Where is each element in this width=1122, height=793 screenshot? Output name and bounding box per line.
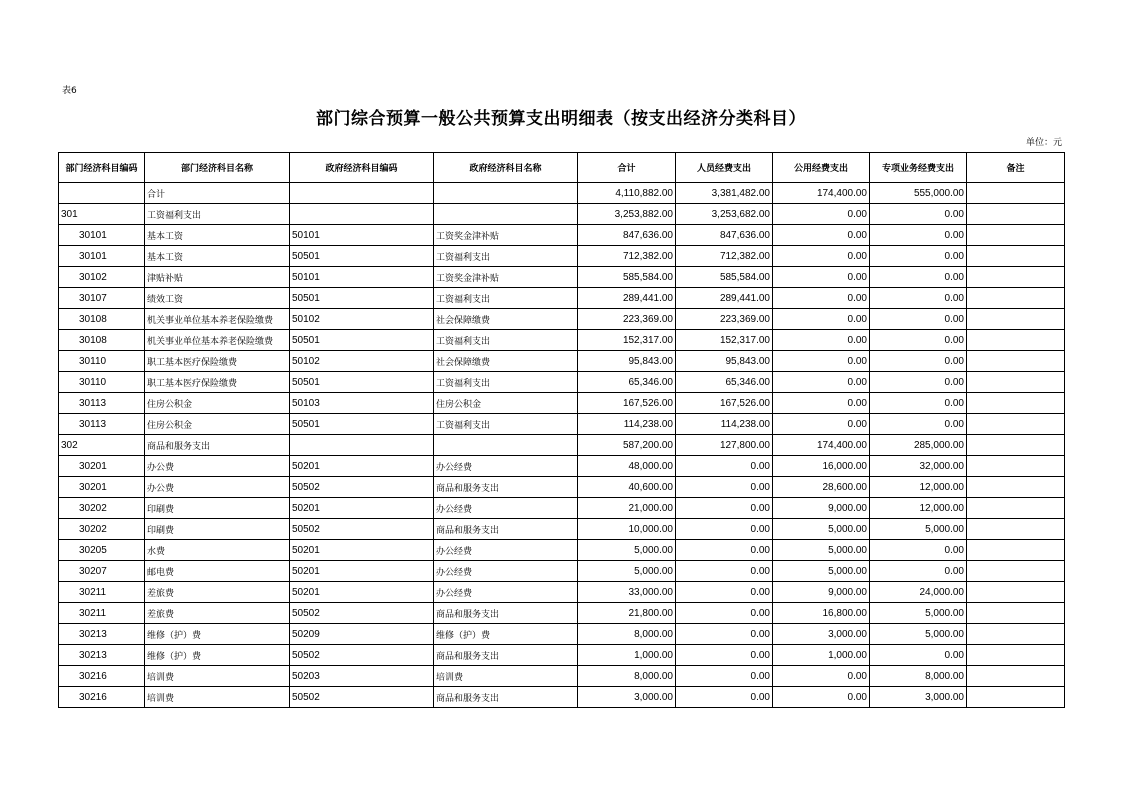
table-row [59,666,1065,687]
cell-note [967,393,1065,414]
cell-total: 167,526.00 [578,393,676,414]
cell-dept-code: 30216 [59,666,145,687]
cell-note [967,267,1065,288]
cell-public: 5,000.00 [773,540,870,561]
cell-special: 0.00 [870,561,967,582]
table-header-row [59,153,1065,183]
cell-personnel: 712,382.00 [676,246,773,267]
cell-gov-code: 50101 [290,267,434,288]
cell-dept-name: 绩效工资 [145,288,290,309]
cell-total: 289,441.00 [578,288,676,309]
cell-personnel: 0.00 [676,582,773,603]
header-total: 合计 [578,153,676,183]
cell-personnel: 0.00 [676,603,773,624]
cell-gov-name: 培训费 [434,666,578,687]
cell-special: 0.00 [870,393,967,414]
cell-public: 5,000.00 [773,519,870,540]
cell-dept-name: 职工基本医疗保险缴费 [145,372,290,393]
cell-gov-code [290,435,434,456]
table-row [59,582,1065,603]
cell-note [967,540,1065,561]
cell-dept-code: 30108 [59,330,145,351]
cell-dept-name: 维修（护）费 [145,624,290,645]
cell-special: 0.00 [870,414,967,435]
cell-dept-code: 301 [59,204,145,225]
cell-public: 174,400.00 [773,435,870,456]
cell-gov-name: 商品和服务支出 [434,603,578,624]
cell-personnel: 127,800.00 [676,435,773,456]
cell-dept-name: 培训费 [145,666,290,687]
table-row [59,204,1065,225]
cell-total: 585,584.00 [578,267,676,288]
cell-gov-name: 商品和服务支出 [434,687,578,708]
header-personnel: 人员经费支出 [676,153,773,183]
header-dept-code: 部门经济科目编码 [59,153,145,183]
table-row [59,456,1065,477]
cell-gov-name: 工资奖金津补贴 [434,225,578,246]
cell-personnel: 0.00 [676,645,773,666]
cell-personnel: 152,317.00 [676,330,773,351]
cell-personnel: 3,381,482.00 [676,183,773,204]
expenditure-detail-table [58,152,1065,708]
cell-public: 0.00 [773,372,870,393]
header-public: 公用经费支出 [773,153,870,183]
cell-total: 223,369.00 [578,309,676,330]
table-row [59,414,1065,435]
table-row [59,288,1065,309]
cell-personnel: 114,238.00 [676,414,773,435]
cell-gov-code: 50501 [290,246,434,267]
table-row [59,687,1065,708]
cell-gov-code: 50502 [290,687,434,708]
cell-dept-name: 工资福利支出 [145,204,290,225]
table-row [59,624,1065,645]
cell-public: 16,000.00 [773,456,870,477]
cell-gov-code: 50101 [290,225,434,246]
cell-personnel: 0.00 [676,540,773,561]
cell-dept-name: 基本工资 [145,225,290,246]
cell-note [967,414,1065,435]
cell-total: 3,000.00 [578,687,676,708]
cell-public: 9,000.00 [773,498,870,519]
table-row [59,372,1065,393]
cell-gov-code: 50502 [290,603,434,624]
cell-personnel: 0.00 [676,624,773,645]
cell-special: 0.00 [870,330,967,351]
table-row [59,267,1065,288]
cell-dept-name: 印刷费 [145,498,290,519]
cell-total: 587,200.00 [578,435,676,456]
cell-special: 5,000.00 [870,519,967,540]
cell-dept-name: 机关事业单位基本养老保险缴费 [145,330,290,351]
cell-special: 24,000.00 [870,582,967,603]
cell-public: 0.00 [773,666,870,687]
cell-public: 0.00 [773,204,870,225]
table-row [59,246,1065,267]
cell-total: 1,000.00 [578,645,676,666]
cell-total: 33,000.00 [578,582,676,603]
cell-total: 712,382.00 [578,246,676,267]
cell-personnel: 0.00 [676,666,773,687]
cell-dept-name: 机关事业单位基本养老保险缴费 [145,309,290,330]
cell-note [967,372,1065,393]
cell-gov-code: 50103 [290,393,434,414]
cell-gov-code: 50501 [290,372,434,393]
cell-personnel: 65,346.00 [676,372,773,393]
cell-gov-code: 50209 [290,624,434,645]
cell-gov-name: 工资福利支出 [434,414,578,435]
cell-note [967,309,1065,330]
cell-personnel: 167,526.00 [676,393,773,414]
cell-public: 0.00 [773,225,870,246]
cell-total: 8,000.00 [578,624,676,645]
cell-special: 12,000.00 [870,477,967,498]
table-row [59,435,1065,456]
cell-note [967,519,1065,540]
cell-gov-name: 社会保障缴费 [434,309,578,330]
cell-personnel: 289,441.00 [676,288,773,309]
cell-public: 0.00 [773,267,870,288]
cell-gov-name: 商品和服务支出 [434,477,578,498]
cell-total: 114,238.00 [578,414,676,435]
cell-gov-name: 工资奖金津补贴 [434,267,578,288]
cell-dept-name: 印刷费 [145,519,290,540]
cell-total: 48,000.00 [578,456,676,477]
table-row [59,393,1065,414]
cell-public: 0.00 [773,330,870,351]
cell-special: 0.00 [870,225,967,246]
cell-total: 21,000.00 [578,498,676,519]
cell-special: 0.00 [870,309,967,330]
cell-dept-name: 邮电费 [145,561,290,582]
cell-total: 152,317.00 [578,330,676,351]
cell-gov-name: 办公经费 [434,561,578,582]
cell-gov-code: 50201 [290,540,434,561]
table-row [59,309,1065,330]
cell-public: 0.00 [773,351,870,372]
header-dept-name: 部门经济科目名称 [145,153,290,183]
cell-note [967,225,1065,246]
cell-note [967,645,1065,666]
cell-total: 21,800.00 [578,603,676,624]
cell-gov-code: 50102 [290,351,434,372]
cell-gov-code: 50501 [290,288,434,309]
cell-dept-code: 30211 [59,603,145,624]
table-row [59,351,1065,372]
cell-gov-code: 50501 [290,330,434,351]
cell-dept-code: 30213 [59,645,145,666]
cell-dept-code: 30113 [59,393,145,414]
cell-gov-name [434,183,578,204]
cell-dept-name: 差旅费 [145,582,290,603]
cell-personnel: 0.00 [676,561,773,582]
cell-dept-code: 30213 [59,624,145,645]
table-row [59,498,1065,519]
table-number-label: 表6 [62,86,77,96]
cell-dept-name: 维修（护）费 [145,645,290,666]
cell-dept-code: 30101 [59,225,145,246]
cell-personnel: 223,369.00 [676,309,773,330]
cell-personnel: 95,843.00 [676,351,773,372]
cell-note [967,330,1065,351]
cell-gov-code: 50201 [290,456,434,477]
cell-gov-code [290,204,434,225]
header-special: 专项业务经费支出 [870,153,967,183]
cell-personnel: 3,253,682.00 [676,204,773,225]
cell-gov-code: 50201 [290,582,434,603]
cell-dept-code: 30110 [59,351,145,372]
table-row [59,540,1065,561]
cell-public: 9,000.00 [773,582,870,603]
cell-dept-name: 职工基本医疗保险缴费 [145,351,290,372]
cell-personnel: 585,584.00 [676,267,773,288]
cell-total: 8,000.00 [578,666,676,687]
cell-note [967,288,1065,309]
cell-dept-name: 合计 [145,183,290,204]
cell-public: 5,000.00 [773,561,870,582]
cell-dept-name: 住房公积金 [145,414,290,435]
cell-total: 10,000.00 [578,519,676,540]
cell-note [967,183,1065,204]
cell-gov-code: 50201 [290,498,434,519]
cell-gov-name: 工资福利支出 [434,372,578,393]
header-note: 备注 [967,153,1065,183]
cell-gov-name: 维修（护）费 [434,624,578,645]
cell-gov-name: 商品和服务支出 [434,645,578,666]
cell-public: 1,000.00 [773,645,870,666]
cell-public: 0.00 [773,309,870,330]
cell-special: 0.00 [870,372,967,393]
cell-gov-name: 住房公积金 [434,393,578,414]
cell-note [967,351,1065,372]
cell-dept-code: 30101 [59,246,145,267]
cell-gov-code: 50501 [290,414,434,435]
cell-personnel: 0.00 [676,498,773,519]
cell-dept-name: 差旅费 [145,603,290,624]
cell-personnel: 0.00 [676,519,773,540]
cell-note [967,477,1065,498]
cell-note [967,603,1065,624]
cell-dept-name: 培训费 [145,687,290,708]
cell-total: 40,600.00 [578,477,676,498]
table-row [59,225,1065,246]
cell-special: 0.00 [870,645,967,666]
table-row [59,519,1065,540]
cell-personnel: 0.00 [676,477,773,498]
cell-special: 285,000.00 [870,435,967,456]
cell-public: 174,400.00 [773,183,870,204]
cell-note [967,561,1065,582]
cell-special: 5,000.00 [870,624,967,645]
cell-special: 0.00 [870,267,967,288]
cell-dept-code: 30202 [59,498,145,519]
cell-total: 65,346.00 [578,372,676,393]
cell-gov-name [434,435,578,456]
table-body [59,183,1065,708]
cell-dept-code: 30108 [59,309,145,330]
cell-total: 5,000.00 [578,540,676,561]
cell-note [967,687,1065,708]
cell-special: 0.00 [870,204,967,225]
cell-dept-name: 基本工资 [145,246,290,267]
cell-dept-name: 津贴补贴 [145,267,290,288]
cell-gov-code: 50203 [290,666,434,687]
cell-gov-name: 办公经费 [434,540,578,561]
cell-special: 12,000.00 [870,498,967,519]
cell-personnel: 0.00 [676,456,773,477]
cell-special: 0.00 [870,246,967,267]
cell-gov-name: 工资福利支出 [434,330,578,351]
cell-gov-code [290,183,434,204]
cell-note [967,435,1065,456]
header-gov-name: 政府经济科目名称 [434,153,578,183]
cell-dept-name: 商品和服务支出 [145,435,290,456]
cell-gov-name: 办公经费 [434,456,578,477]
cell-gov-code: 50502 [290,645,434,666]
cell-public: 16,800.00 [773,603,870,624]
cell-dept-code: 30102 [59,267,145,288]
cell-dept-code: 302 [59,435,145,456]
cell-dept-code: 30107 [59,288,145,309]
cell-public: 3,000.00 [773,624,870,645]
cell-gov-code: 50201 [290,561,434,582]
cell-gov-code: 50502 [290,519,434,540]
cell-dept-code: 30110 [59,372,145,393]
cell-dept-code: 30207 [59,561,145,582]
cell-dept-name: 办公费 [145,456,290,477]
cell-public: 0.00 [773,288,870,309]
cell-dept-code: 30202 [59,519,145,540]
cell-personnel: 0.00 [676,687,773,708]
cell-note [967,666,1065,687]
header-gov-code: 政府经济科目编码 [290,153,434,183]
cell-total: 4,110,882.00 [578,183,676,204]
cell-special: 0.00 [870,540,967,561]
cell-gov-name: 工资福利支出 [434,246,578,267]
cell-gov-name: 商品和服务支出 [434,519,578,540]
cell-note [967,498,1065,519]
cell-special: 32,000.00 [870,456,967,477]
cell-dept-code: 30211 [59,582,145,603]
cell-public: 0.00 [773,414,870,435]
cell-note [967,456,1065,477]
cell-dept-name: 住房公积金 [145,393,290,414]
cell-gov-code: 50102 [290,309,434,330]
cell-gov-name: 办公经费 [434,582,578,603]
cell-total: 847,636.00 [578,225,676,246]
cell-special: 0.00 [870,351,967,372]
table-row [59,645,1065,666]
table-row [59,477,1065,498]
cell-special: 0.00 [870,288,967,309]
table-row [59,183,1065,204]
cell-total: 3,253,882.00 [578,204,676,225]
table-row [59,603,1065,624]
cell-gov-code: 50502 [290,477,434,498]
cell-special: 3,000.00 [870,687,967,708]
cell-special: 555,000.00 [870,183,967,204]
cell-dept-name: 办公费 [145,477,290,498]
unit-label: 单位：元 [1025,138,1062,148]
cell-gov-name [434,204,578,225]
cell-total: 5,000.00 [578,561,676,582]
page-title: 部门综合预算一般公共预算支出明细表（按支出经济分类科目） [316,109,806,129]
cell-gov-name: 社会保障缴费 [434,351,578,372]
cell-note [967,624,1065,645]
cell-public: 0.00 [773,687,870,708]
cell-dept-code: 30205 [59,540,145,561]
cell-gov-name: 办公经费 [434,498,578,519]
cell-personnel: 847,636.00 [676,225,773,246]
cell-dept-code [59,183,145,204]
cell-dept-code: 30201 [59,477,145,498]
table-row [59,561,1065,582]
cell-public: 28,600.00 [773,477,870,498]
cell-dept-name: 水费 [145,540,290,561]
cell-special: 5,000.00 [870,603,967,624]
cell-gov-name: 工资福利支出 [434,288,578,309]
cell-public: 0.00 [773,393,870,414]
cell-special: 8,000.00 [870,666,967,687]
cell-public: 0.00 [773,246,870,267]
cell-note [967,246,1065,267]
table-row [59,330,1065,351]
cell-dept-code: 30216 [59,687,145,708]
cell-total: 95,843.00 [578,351,676,372]
cell-dept-code: 30201 [59,456,145,477]
cell-note [967,582,1065,603]
cell-dept-code: 30113 [59,414,145,435]
cell-note [967,204,1065,225]
